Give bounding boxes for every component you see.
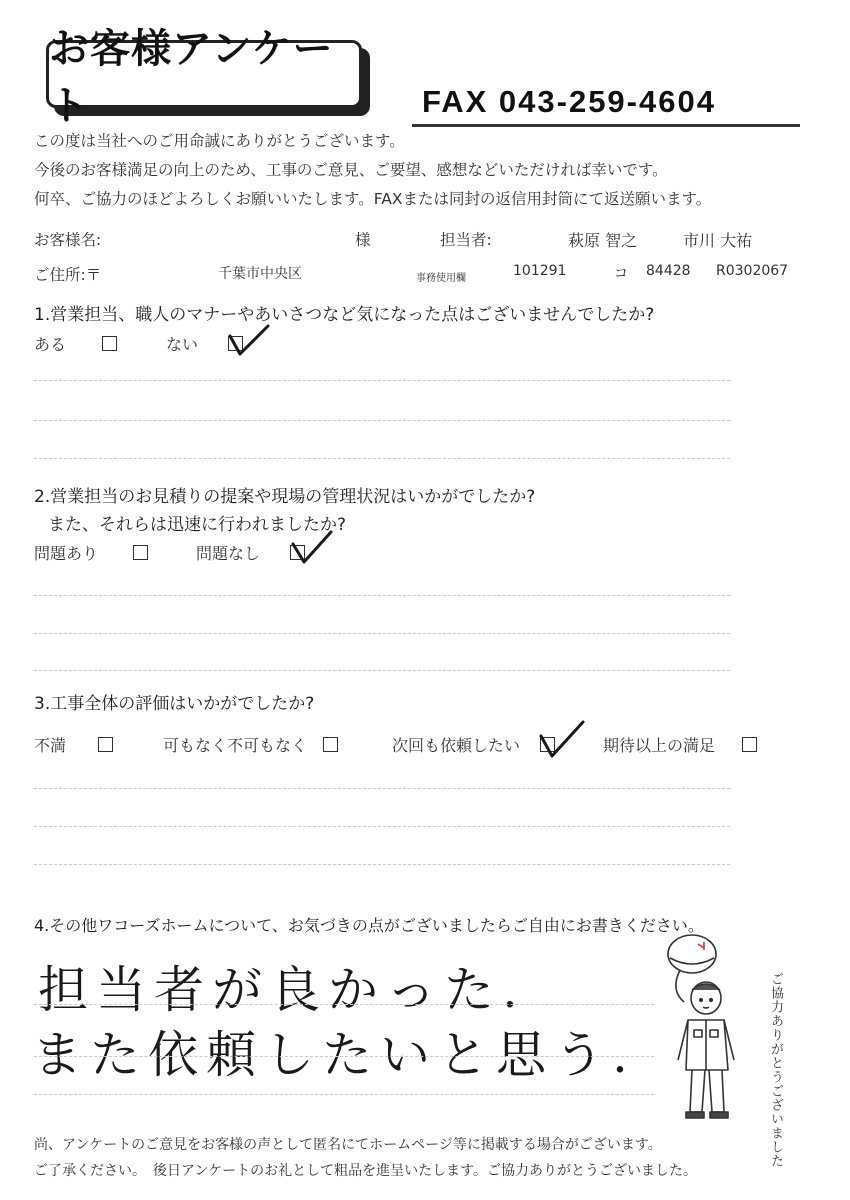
q2-question-line-2: また、それらは迅速に行われましたか? [48,515,347,535]
office-code-mark: コ [614,266,628,282]
office-code-1: 101291 [513,263,567,279]
q2-option-1-checkbox[interactable] [133,545,148,560]
office-use-label: 事務使用欄 [416,273,466,284]
q1-checkmark [222,320,272,360]
q3-option-1-label: 不満 [34,736,67,755]
address-label: ご住所:〒 [34,266,102,284]
q3-option-3-label: 次回も依頼したい [392,736,521,755]
footer-line-1: 尚、アンケートのご意見をお客様の声として匿名にてホームページ等に掲載する場合がございます。 [34,1137,662,1153]
q3-answer-line-1[interactable] [34,788,730,789]
q1-option-2-label: ない [166,335,199,354]
q4-handwritten-answer-2: また依頼したいと思う. [32,1026,636,1084]
intro-line-2: 今後のお客様満足の向上のため、工事のご意見、ご要望、感想などいただければ幸いです。 [34,161,668,179]
footer-line-2: ご了承ください。 後日アンケートのお礼として粗品を進呈いたします。ご協力ありがとうございました。 [34,1163,698,1179]
fax-number: FAX 043-259-4604 [422,84,716,119]
q3-answer-line-2[interactable] [34,826,730,827]
q4-answer-line-3[interactable] [34,1094,654,1095]
q3-option-4-checkbox[interactable] [742,737,757,752]
honorific: 様 [355,231,371,249]
q3-option-1-checkbox[interactable] [98,737,113,752]
q2-option-1-label: 問題あり [34,544,99,563]
fax-underline [412,124,800,127]
q3-option-2-label: 可もなく不可もなく [163,736,308,755]
q4-answer-line-1[interactable] [34,1004,654,1005]
customer-name-label: お客様名: [34,231,102,249]
q2-answer-line-2[interactable] [34,633,730,634]
q1-option-1-checkbox[interactable] [102,336,117,351]
address-city: 千葉市中央区 [218,266,302,282]
staff-name-2: 市川 大祐 [683,231,753,250]
q1-question: 1.営業担当、職人のマナーやあいさつなど気になった点はございませんでしたか? [34,305,655,325]
q1-answer-line-2[interactable] [34,420,730,421]
intro-line-3: 何卒、ご協力のほどよろしくお願いいたします。FAXまたは同封の返信用封筒にて返送願います。 [34,190,712,208]
q3-question: 3.工事全体の評価はいかがでしたか? [34,694,315,714]
q2-answer-line-3[interactable] [34,670,730,671]
worker-bowing-illustration [658,930,758,1130]
q4-answer-line-2[interactable] [34,1056,654,1057]
office-code-3: R0302067 [716,263,789,279]
q4-question: 4.その他ワコーズホームについて、お気づきの点がございましたらご自由にお書きください。 [34,916,704,935]
q1-option-1-label: ある [34,335,67,354]
intro-line-1: この度は当社へのご用命誠にありがとうございます。 [34,132,405,150]
office-code-2: 84428 [646,263,691,279]
q4-handwritten-answer-1: 担当者が良かった. [38,961,526,1019]
survey-title: お客様アンケート [46,40,362,108]
thanks-vertical-text: ご協力ありがとうございました [768,972,783,1168]
q3-checkmark [533,716,587,762]
q2-option-2-label: 問題なし [196,544,261,563]
q3-answer-line-3[interactable] [34,864,730,865]
q1-answer-line-1[interactable] [34,380,730,381]
q1-answer-line-3[interactable] [34,458,730,459]
staff-label: 担当者: [440,231,492,249]
q2-checkmark [285,526,335,568]
q3-option-4-label: 期待以上の満足 [603,736,716,755]
staff-name-1: 萩原 智之 [568,231,638,250]
q2-question: 2.営業担当のお見積りの提案や現場の管理状況はいかがでしたか? [34,487,536,507]
q2-answer-line-1[interactable] [34,595,730,596]
q3-option-2-checkbox[interactable] [323,737,338,752]
customer-name-field[interactable] [130,238,340,256]
